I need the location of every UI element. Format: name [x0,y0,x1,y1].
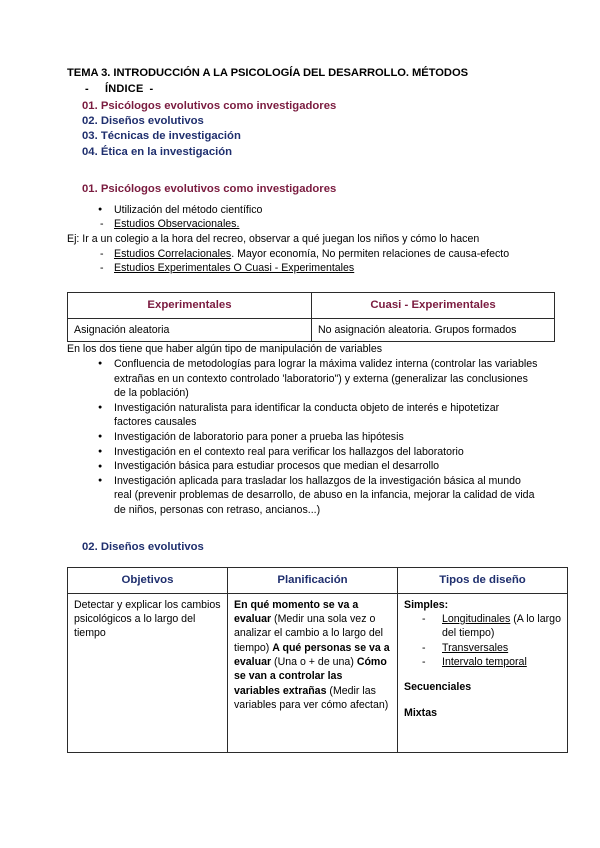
page-title: TEMA 3. INTRODUCCIÓN A LA PSICOLOGÍA DEL DESARROLLO. MÉTODOS [67,67,469,79]
list-item [67,217,538,232]
index-label: ÍNDICE [105,83,144,95]
index-label-line [67,82,538,97]
intervalo-temporal-text: Intervalo temporal [442,655,527,668]
list-item [67,247,538,262]
table1-header-cuasi-experimentales: Cuasi - Experimentales [312,292,555,318]
table2-cell-tipos-de-diseno [398,593,568,752]
list-item: ● Investigación básica para estudiar procesos que median el desarrollo [67,459,538,474]
table-header-row [68,567,568,593]
note-after-table1: En los dos tiene que haber algún tipo de manipulación de variables [67,343,383,356]
index-item-03: 03. Técnicas de investigación [82,130,241,143]
list-item [67,261,538,276]
tipos-mixtas-label: Mixtas [404,706,437,719]
section01-main-bullets [67,357,538,518]
table-row [68,593,568,752]
table1-header-experimentales: Experimentales [68,292,312,318]
spacer [404,669,561,680]
list-item [404,655,561,669]
experimentales-table [67,292,555,343]
estudios-experimentales-text: Estudios Experimentales O Cuasi - Experimentales [114,262,355,275]
estudios-observacionales-text: Estudios Observacionales. [114,218,240,231]
list-item: ● Investigación de laboratorio para poner a prueba las hipótesis [67,430,538,445]
planificacion-bold-3: Cómo se van a controlar las variables extrañas [234,655,387,697]
table1-cell-no-asignacion: No asignación aleatoria. Grupos formados [312,319,555,342]
list-item: ● Investigación aplicada para trasladar los hallazgos de la investigación básica al mundo real (prevenir problemas de desarrollo, de abuso en la infancia, mejorar la calidad de vida de niños, personas con retraso, ancianos...) [67,474,538,518]
longitudinales-rest: (A lo largo del tiempo) [442,613,561,640]
list-item: ● Utilización del método científico [67,203,538,218]
index-item-04: 04. Ética en la investigación [82,145,233,158]
list-item: ● Confluencia de metodologías para lograr la máxima validez interna (controlar las variables extrañas en un contexto controlado 'laboratorio") y externa (generalizar las conclusiones de la población) [67,357,538,401]
estudios-correlacionales-rest: . Mayor economía, No permiten relaciones de causa-efecto [231,247,510,260]
longitudinales-text: Longitudinales [442,613,511,626]
planificacion-text-1: (Medir una sola vez o analizar el cambio a lo largo del tiempo) [234,613,383,654]
planificacion-text-3: (Medir las variables para ver cómo afectan) [234,684,389,711]
list-item: ● Investigación naturalista para identificar la conducta objeto de interés e hipotetizar factores causales [67,401,538,430]
index-item-02: 02. Diseños evolutivos [82,115,204,128]
section01-bullet-list [67,203,538,218]
index-item-01: 01. Psicólogos evolutivos como investigadores [82,100,337,112]
list-item [404,612,561,641]
section01-dash-list-b [67,247,538,276]
table2-cell-objetivos: Detectar y explicar los cambios psicológicos a lo largo del tiempo [68,593,228,752]
section-heading-01: 01. Psicólogos evolutivos como investigadores [82,182,337,195]
table2-header-tipos-de-diseno: Tipos de diseño [398,567,568,593]
tipos-secuenciales-label: Secuenciales [404,681,472,694]
disenos-evolutivos-table [67,567,568,753]
index-dash-right: - [149,83,154,95]
planificacion-bold-1: En qué momento se va a evaluar [234,598,359,626]
section01-dash-list-a [67,217,538,232]
estudios-correlacionales-text: Estudios Correlacionales [114,247,232,260]
table2-header-planificacion: Planificación [228,567,398,593]
list-item [404,641,561,655]
table2-cell-planificacion [228,593,398,752]
planificacion-bold-2: A qué personas se va a evaluar [234,641,390,668]
tipos-simples-list [404,612,561,669]
table2-header-objetivos: Objetivos [68,567,228,593]
transversales-text: Transversales [442,641,509,654]
table1-cell-asignacion: Asignación aleatoria [68,319,312,342]
planificacion-text-2: (Una o + de una) [271,655,354,668]
spacer [404,695,561,706]
table-row [68,319,555,342]
tipos-simples-label: Simples: [404,598,449,611]
section-heading-02: 02. Diseños evolutivos [82,540,204,553]
index-dash-left: - [85,83,89,95]
list-item: ● Investigación en el contexto real para verificar los hallazgos del laboratorio [67,445,538,460]
example-line: Ej: Ir a un colegio a la hora del recreo, observar a qué juegan los niños y cómo lo hacen [67,233,480,245]
table-header-row [68,292,555,318]
index-list [67,99,538,160]
